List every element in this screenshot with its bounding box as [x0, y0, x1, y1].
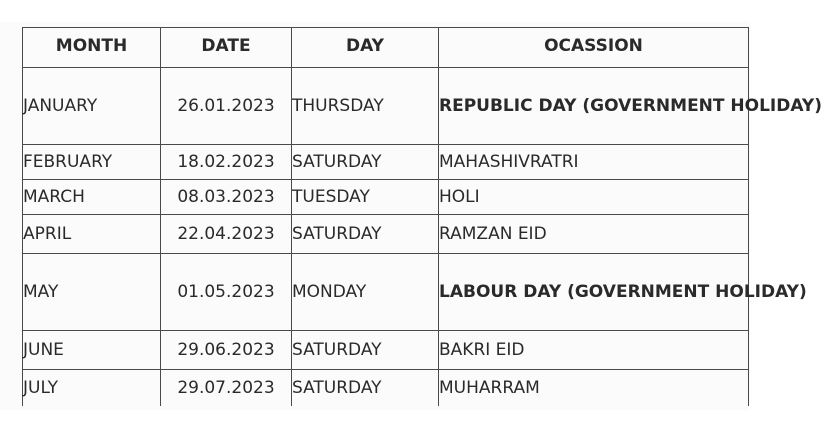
cell-month: JANUARY [23, 68, 161, 145]
cell-date: 29.07.2023 [161, 370, 292, 407]
cell-day: SATURDAY [292, 370, 439, 407]
cell-date: 29.06.2023 [161, 331, 292, 370]
cell-day: TUESDAY [292, 180, 439, 215]
cell-day: THURSDAY [292, 68, 439, 145]
header-month: MONTH [23, 28, 161, 68]
page-top-margin [0, 0, 750, 22]
cell-date: 08.03.2023 [161, 180, 292, 215]
cell-occasion: LABOUR DAY (GOVERNMENT HOLIDAY) [439, 254, 749, 331]
page-bottom-margin [0, 410, 750, 421]
header-day: DAY [292, 28, 439, 68]
holiday-table [22, 27, 822, 406]
table-row [23, 145, 749, 180]
cell-date: 22.04.2023 [161, 215, 292, 254]
cell-day: SATURDAY [292, 145, 439, 180]
table-row [23, 215, 749, 254]
cell-day: SATURDAY [292, 215, 439, 254]
table-row [23, 68, 749, 145]
cell-occasion: MUHARRAM [439, 370, 749, 407]
cell-month: MAY [23, 254, 161, 331]
cell-month: FEBRUARY [23, 145, 161, 180]
cell-occasion: RAMZAN EID [439, 215, 749, 254]
table-row [23, 180, 749, 215]
table-row [23, 254, 749, 331]
cell-occasion: BAKRI EID [439, 331, 749, 370]
cell-day: SATURDAY [292, 331, 439, 370]
cell-occasion: REPUBLIC DAY (GOVERNMENT HOLIDAY) [439, 68, 749, 145]
table-row [23, 331, 749, 370]
header-occasion: OCASSION [439, 28, 749, 68]
cell-date: 26.01.2023 [161, 68, 292, 145]
header-row [23, 28, 749, 68]
cell-occasion: MAHASHIVRATRI [439, 145, 749, 180]
header-date: DATE [161, 28, 292, 68]
table-row [23, 370, 749, 407]
cell-day: MONDAY [292, 254, 439, 331]
cell-occasion: HOLI [439, 180, 749, 215]
cell-month: JUNE [23, 331, 161, 370]
cell-month: APRIL [23, 215, 161, 254]
cell-date: 01.05.2023 [161, 254, 292, 331]
cell-month: JULY [23, 370, 161, 407]
cell-month: MARCH [23, 180, 161, 215]
cell-date: 18.02.2023 [161, 145, 292, 180]
